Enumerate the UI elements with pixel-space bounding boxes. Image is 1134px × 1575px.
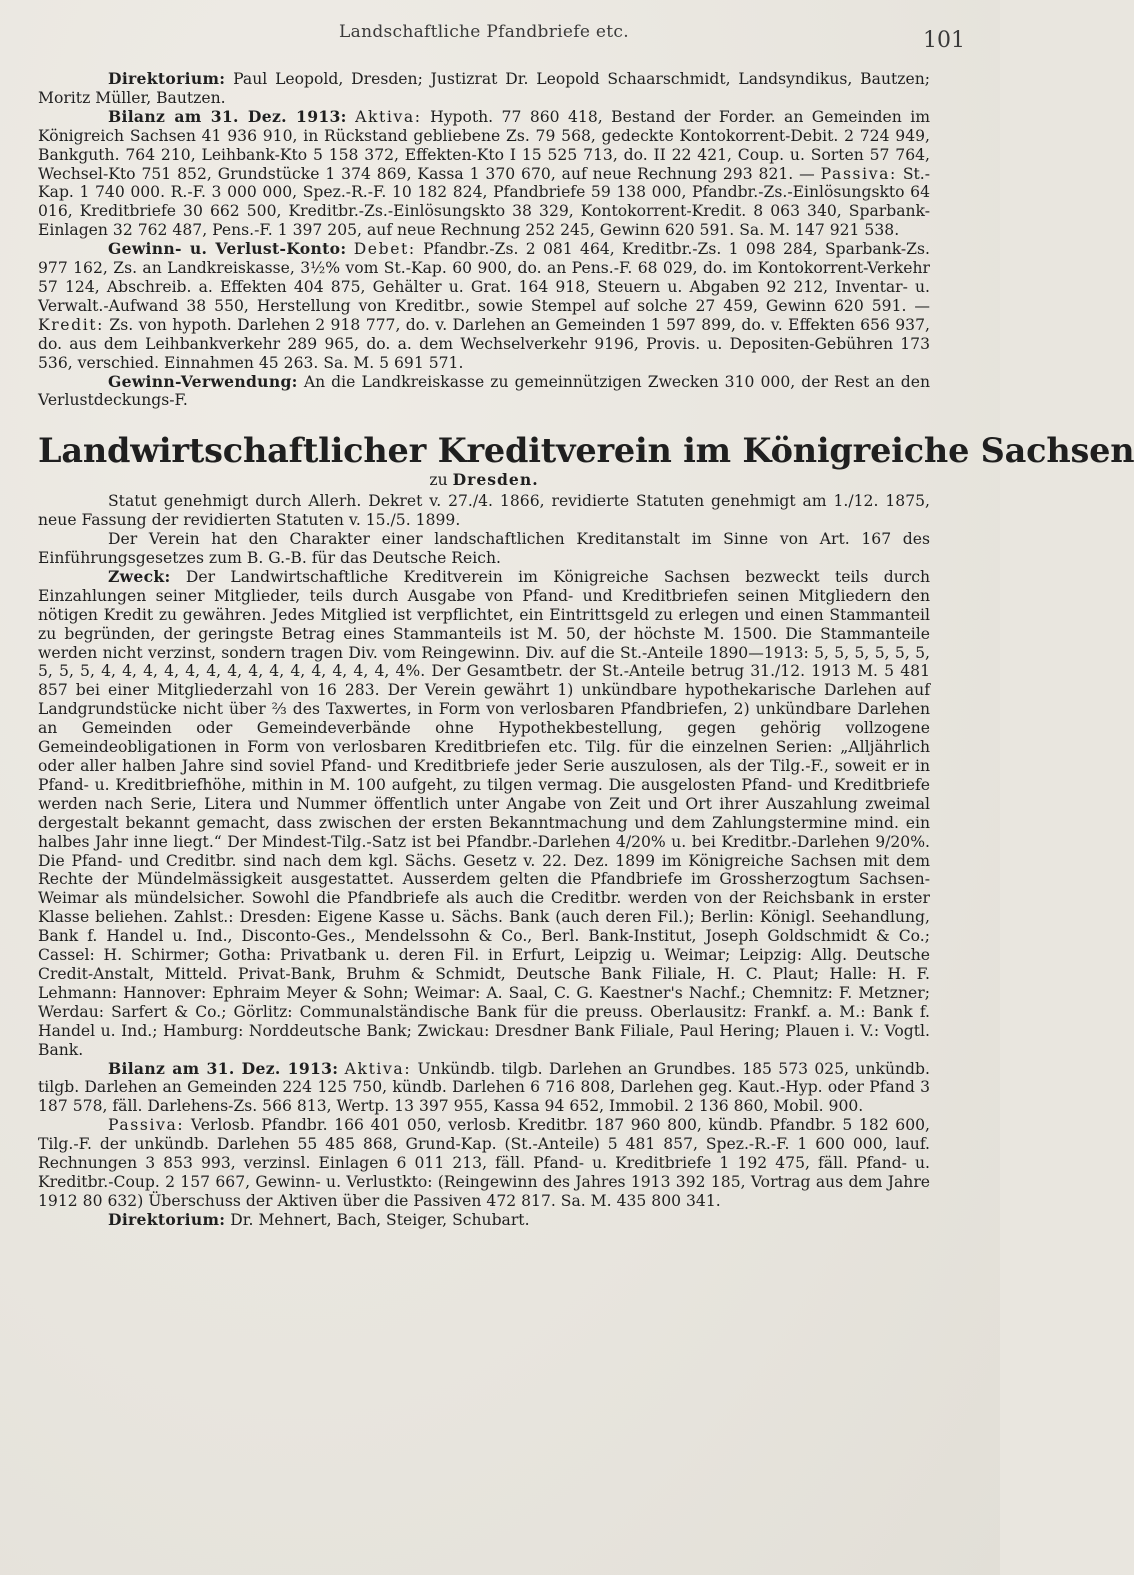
running-title: Landschaftliche Pfandbriefe etc. [339, 22, 629, 42]
paragraph-direktorium-2: Direktorium: Dr. Mehnert, Bach, Steiger, Schubart. [108, 1209, 530, 1229]
paragraph-zweck: Zweck: Der Landwirtschaftliche Kreditverein im Königreiche Sachsen bezweckt teils durch Einzahlungen seiner Mitglieder, teils durch Ausgabe von Pfand- und Kreditbriefen seinen Mitgliedern den nötigen Kredit zu gewähren. Jedes Mitglied ist verpflichtet, ein Eintrittsgeld zu erlegen und einen Stammanteil zu begründen, der geringste Betrag eines Stammanteils ist M. 50, der höchste M. 1500. Die Stammanteile werden nicht verzinst, sondern tragen Div. vom Reingewinn. Div. auf die St.-Anteile 1890—1913: 5, 5, 5, 5, 5, 5, 5, 5, 5, 4, 4, 4, 4, 4, 4, 4, 4, 4, 4, 4, 4, 4, 4, 4%. Der Gesamtbetr. der St.-Anteile betrug 31./12. 1913 M. 5 481 857 bei einer Mitgliederzahl von 16 283. Der Verein gewährt 1) unkündbare hypothekarische Darlehen auf Landgrundstücke nicht über ⅔ des Taxwertes, in Form von verlosbaren Pfandbriefen, 2) unkündbare Darlehen an Gemeinden oder Gemeindeverbände ohne Hypothekbestellung, gegen gehörig vollzogene Gemeindeobligationen in Form von verlosbaren Kreditbriefen etc. Tilg. für die einzelnen Serien: „Alljährlich oder aller halben Jahre sind soviel Pfand- und Kreditbriefe jeder Serie auszulosen, als der Tilg.-F., soweit er in Pfand- u. Kreditbriefhöhe, mithin in M. 100 aufgeht, zu tilgen vermag. Die ausgelosten Pfand- und Kreditbriefe werden nach Serie, Litera und Nummer öffentlich unter Angabe von Zeit und Ort ihrer Auszahlung zweimal dergestalt bekannt gemacht, dass zwischen der ersten Bekanntmachung und dem Zahlungstermine mind. ein halbes Jahr inne liegt.“ Der Mindest-Tilg.-Satz ist bei Pfandbr.-Darlehen 4/20% u. bei Kreditbr.-Darlehen 9/20%. Die Pfand- und Creditbr. sind nach dem kgl. Sächs. Gesetz v. 22. Dez. 1899 im Königreiche Sachsen mit dem Rechte der Mündelmässigkeit ausgestattet. Ausserdem gelten die Pfandbriefe im Grossherzogtum Sachsen-Weimar als mündelsicher. Sowohl die Pfandbriefe als auch die Creditbr. werden von der Reichsbank in erster Klasse beliehen. Zahlst.: Dresden: Eigene Kasse u. Sächs. Bank (auch deren Fil.); Berlin: Königl. Seehandlung, Bank f. Handel u. Ind., Disconto-Ges., Mendelssohn & Co., Berl. Bank-Institut, Joseph Goldschmidt & Co.; Cassel: H. Schirmer; Gotha: Privatbank u. deren Fil. in Erfurt, Leipzig u. Weimar; Leipzig: Allg. Deutsche Credit-Anstalt, Mitteld. Privat-Bank, Bruhm & Schmidt, Deutsche Bank Filiale, H. C. Plaut; Halle: H. F. Lehmann: Hannover: Ephraim Meyer & Sohn; Weimar: A. Saal, C. G. Kaestner's Nachf.; Chemnitz: F. Metzner; Werdau: Sarfert & Co.; Görlitz: Communalständische Bank für die preuss. Oberlausitz: Frankf. a. M.: Bank f. Handel u. Ind.; Hamburg: Norddeutsche Bank; Zwickau: Dresdner Bank Filiale, Paul Hering; Plauen i. V.: Vogtl. Bank. [38, 566, 930, 1059]
page-header [38, 22, 965, 56]
paragraph-gewinn-verlust: Gewinn- u. Verlust-Konto: Debet: Pfandbr.-Zs. 2 081 464, Kreditbr.-Zs. 1 098 284, Sparbank-Zs. 977 162, Zs. an Landkreiskasse, 3½% vom St.-Kap. 60 900, do. an Pens.-F. 68 029, do. im Kontokorrent-Verkehr 57 124, Abschreib. a. Effekten 404 875, Gehälter u. Grat. 164 918, Steuern u. Abgaben 92 212, Inventar- u. Verwalt.-Aufwand 38 550, Herstellung von Kreditbr., sowie Stempel auf solche 27 459, Gewinn 620 591. — Kredit: Zs. von hypoth. Darlehen 2 918 777, do. v. Darlehen an Gemeinden 1 597 899, do. v. Effekten 656 937, do. aus dem Leihbankverkehr 289 965, do. a. dem Wechselverkehr 9196, Provis. u. Depositen-Gebühren 173 536, verschied. Einnahmen 45 263. Sa. M. 5 691 571. [38, 239, 930, 372]
paragraph-bilanz-aktiva: Bilanz am 31. Dez. 1913: Aktiva: Unkündb. tilgb. Darlehen an Grundbes. 185 573 025, unkündb. tilgb. Darlehen an Gemeinden 224 125 750, kündb. Darlehen 6 716 808, Darlehen geg. Kaut.-Hyp. oder Pfand 3 187 578, fäll. Darlehens-Zs. 566 813, Wertp. 13 397 955, Kassa 94 652, Immobil. 2 136 860, Mobil. 900. [38, 1058, 930, 1116]
section-kreditverein [38, 431, 1134, 1229]
page-number: 101 [923, 28, 965, 53]
paragraph-charakter: Der Verein hat den Charakter einer landschaftlichen Kreditanstalt im Sinne von Art. 167 des Einführungsgesetzes zum B. G.-B. für das Deutsche Reich. [38, 530, 930, 568]
paragraph-bilanz: Bilanz am 31. Dez. 1913: Aktiva: Hypoth. 77 860 418, Bestand der Forder. an Gemeinden im Königreich Sachsen 41 936 910, in Rückstand gebliebene Zs. 79 568, gedeckte Kontokorrent-Debit. 2 724 949, Bankguth. 764 210, Leihbank-Kto 5 158 372, Effekten-Kto I 15 525 713, do. II 22 421, Coup. u. Sorten 57 764, Wechsel-Kto 751 852, Grundstücke 1 374 869, Kassa 1 370 670, auf neue Rechnung 293 821. — Passiva: St.-Kap. 1 740 000. R.-F. 3 000 000, Spez.-R.-F. 10 182 824, Pfandbriefe 59 138 000, Pfandbr.-Zs.-Einlösungskto 64 016, Kreditbriefe 30 662 500, Kreditbr.-Zs.-Einlösungskto 38 329, Kontokorrent-Kredit. 8 063 340, Sparbank-Einlagen 32 762 487, Pens.-F. 1 397 205, auf neue Rechnung 252 245, Gewinn 620 591. Sa. M. 147 921 538. [38, 106, 930, 240]
section-subheading: zu Dresden. [429, 470, 539, 490]
section-landschaftliche [38, 70, 930, 410]
section-heading: Landwirtschaftlicher Kreditverein im Königreiche Sachsen [38, 431, 1134, 471]
paragraph-statut: Statut genehmigt durch Allerh. Dekret v. 27./4. 1866, revidierte Statuten genehmigt am 1./12. 1875, neue Fassung der revidierten Statuten v. 15./5. 1899. [38, 492, 930, 530]
paragraph-gewinn-verwendung: Gewinn-Verwendung: An die Landkreiskasse zu gemeinnützigen Zwecken 310 000, der Rest an den Verlustdeckungs-F. [38, 371, 930, 410]
paragraph-direktorium: Direktorium: Paul Leopold, Dresden; Justizrat Dr. Leopold Schaarschmidt, Landsyndikus, Bautzen; Moritz Müller, Bautzen. [38, 69, 930, 107]
paragraph-bilanz-passiva: Passiva: Verlosb. Pfandbr. 166 401 050, verlosb. Kreditbr. 187 960 800, kündb. Pfandbr. 5 182 600, Tilg.-F. der unkündb. Darlehen 55 485 868, Grund-Kap. (St.-Anteile) 5 481 857, Spez.-R.-F. 1 600 000, lauf. Rechnungen 3 853 993, verzinsl. Einlagen 6 011 213, fäll. Pfand- u. Kreditbriefe 1 192 475, fäll. Pfand- u. Kreditbr.-Coup. 2 157 667, Gewinn- u. Verlustkto: (Reingewinn des Jahres 1913 392 185, Vortrag aus dem Jahre 1912 80 632) Überschuss der Aktiven über die Passiven 472 817. Sa. M. 435 800 341. [38, 1116, 930, 1210]
